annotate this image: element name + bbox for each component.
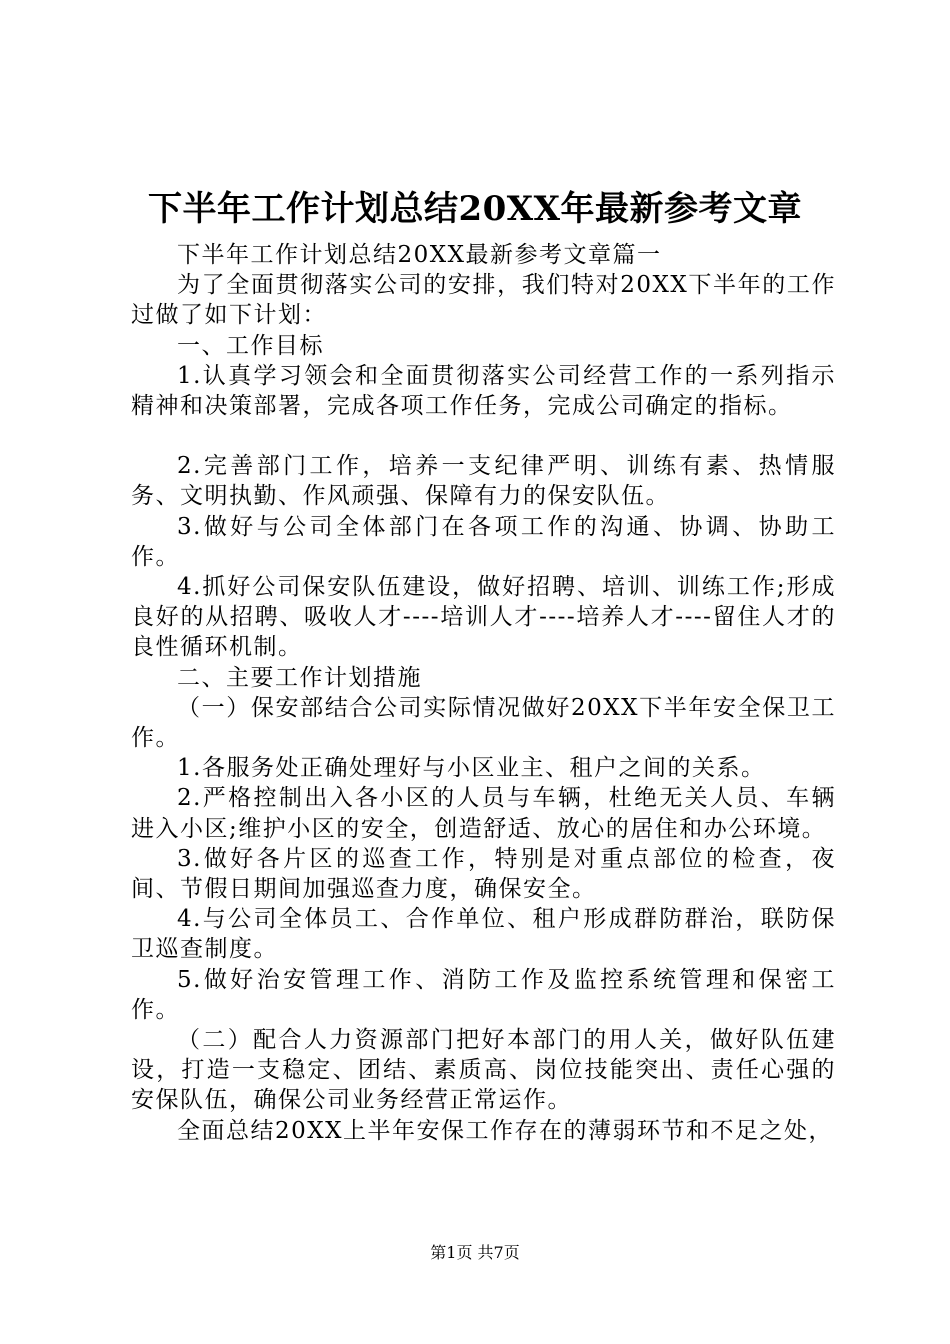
list-item: 3.做好各片区的巡查工作，特别是对重点部位的检查，夜间、节假日期间加强巡查力度，确保安全。 — [131, 845, 836, 903]
list-item: 5.做好治安管理工作、消防工作及监控系统管理和保密工作。 — [131, 966, 836, 1023]
paragraph: 全面总结20XX上半年安保工作存在的薄弱环节和不足之处， — [177, 1117, 834, 1144]
list-item: 1.各服务处正确处理好与小区业主、租户之间的关系。 — [177, 755, 766, 782]
list-item: 2.严格控制出入各小区的人员与车辆，杜绝无关人员、车辆进入小区;维护小区的安全，创造舒适、放心的居住和办公环境。 — [131, 785, 836, 842]
section-heading: 下半年工作计划总结20XX最新参考文章篇一 — [177, 242, 662, 268]
page-footer: 第1页 共7页 — [430, 1243, 520, 1262]
section-heading: 一、工作目标 — [177, 332, 324, 359]
paragraph: 为了全面贯彻落实公司的安排，我们特对20XX下半年的工作过做了如下计划： — [131, 272, 836, 329]
subsection-heading: （一）保安部结合公司实际情况做好20XX下半年安全保卫工作。 — [131, 694, 836, 752]
list-item: 3.做好与公司全体部门在各项工作的沟通、协调、协助工作。 — [131, 513, 836, 570]
subsection-heading: （二）配合人力资源部门把好本部门的用人关，做好队伍建设，打造一支稳定、团结、素质高、岗位技能突出、责任心强的安保队伍，确保公司业务经营正常运作。 — [131, 1027, 836, 1114]
document-body — [131, 240, 836, 1146]
list-item: 2.完善部门工作，培养一支纪律严明、训练有素、热情服务、文明执勤、作风顽强、保障有力的保安队伍。 — [131, 453, 836, 510]
section-heading: 二、主要工作计划措施 — [177, 664, 422, 691]
list-item: 1.认真学习领会和全面贯彻落实公司经营工作的一系列指示精神和决策部署，完成各项工作任务，完成公司确定的指标。 — [131, 362, 836, 420]
list-item: 4.与公司全体员工、合作单位、租户形成群防群治，联防保卫巡查制度。 — [131, 906, 836, 963]
list-item: 4.抓好公司保安队伍建设，做好招聘、培训、训练工作;形成良好的从招聘、吸收人才----培训人才----培养人才----留住人才的良性循环机制。 — [131, 574, 836, 661]
document-title: 下半年工作计划总结20XX年最新参考文章 — [147, 189, 803, 229]
